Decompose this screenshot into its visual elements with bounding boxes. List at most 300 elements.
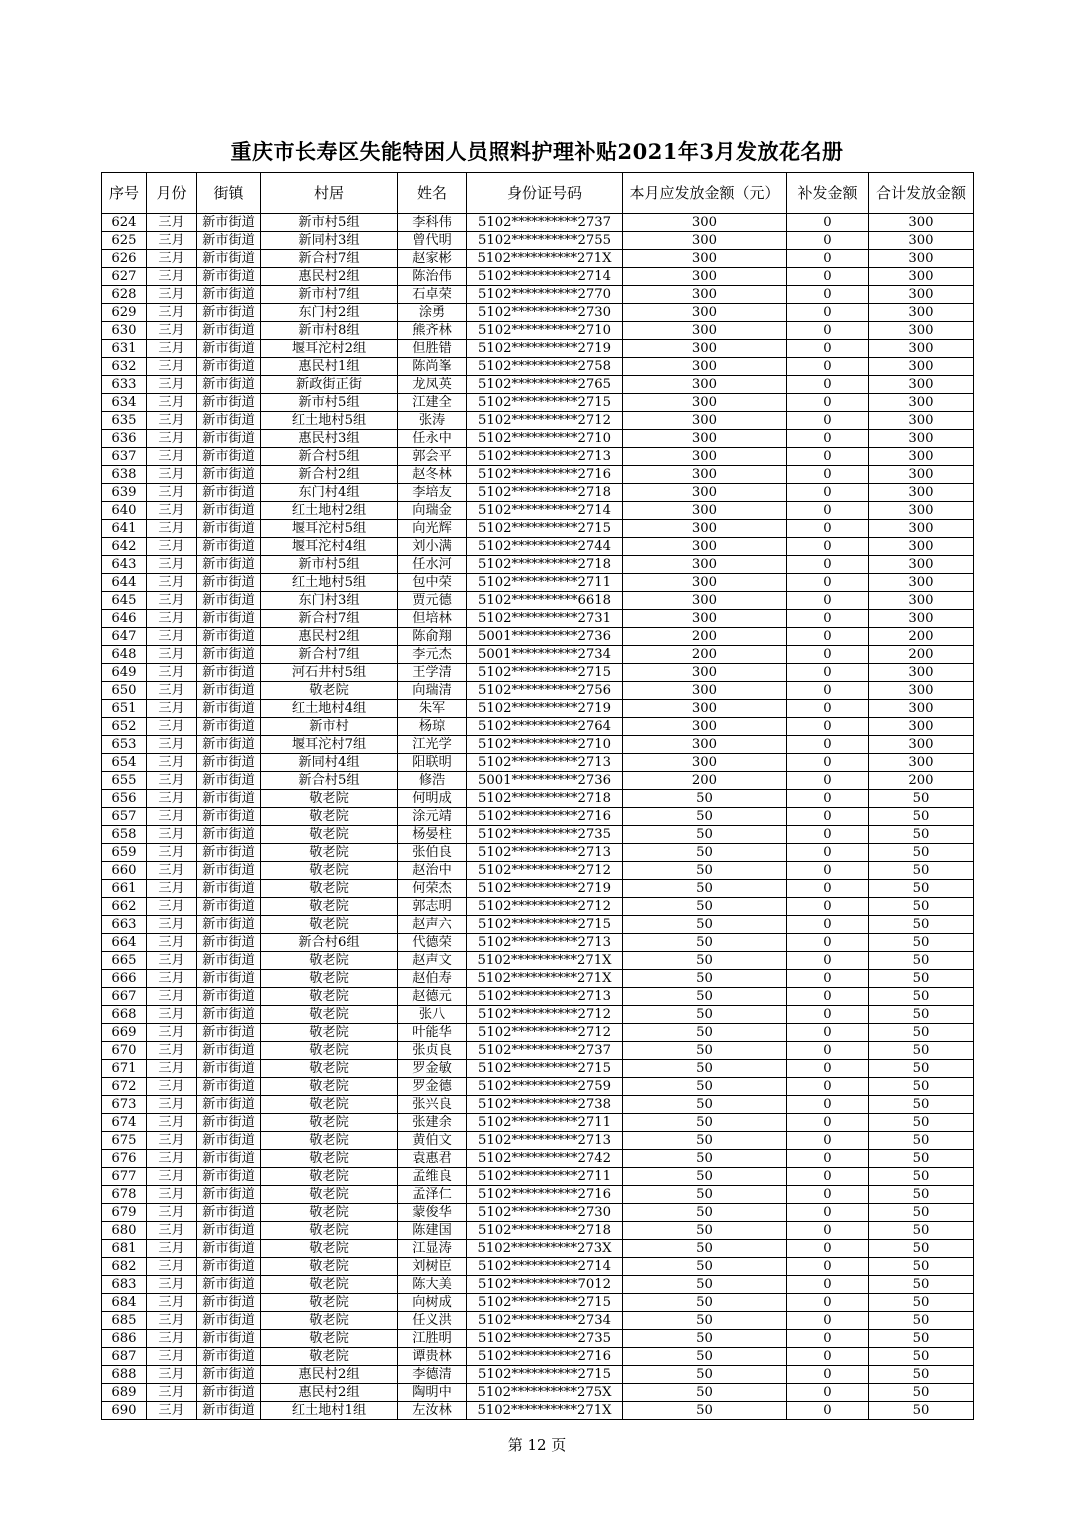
name-cell: 任水河 (398, 556, 467, 574)
name-cell: 龙凤英 (398, 376, 467, 394)
month-cell: 三月 (147, 628, 197, 646)
id-number-cell: 5102**********2716 (467, 1186, 623, 1204)
id-number-cell: 5102**********2712 (467, 862, 623, 880)
town-cell: 新市街道 (197, 1276, 261, 1294)
name-cell: 张兴良 (398, 1096, 467, 1114)
index-cell: 672 (102, 1078, 147, 1096)
monthly-amount-cell: 300 (623, 736, 787, 754)
name-cell: 赵治中 (398, 862, 467, 880)
month-cell: 三月 (147, 232, 197, 250)
id-number-cell: 5102**********2714 (467, 268, 623, 286)
name-cell: 赵德元 (398, 988, 467, 1006)
table-row (102, 1330, 974, 1348)
village-cell: 敬老院 (261, 1348, 398, 1366)
month-cell: 三月 (147, 898, 197, 916)
village-cell: 敬老院 (261, 916, 398, 934)
table-row (102, 790, 974, 808)
back-pay-cell: 0 (787, 556, 869, 574)
village-cell: 惠民村2组 (261, 1384, 398, 1402)
name-cell: 陈俞翔 (398, 628, 467, 646)
name-cell: 杨晏柱 (398, 826, 467, 844)
month-cell: 三月 (147, 394, 197, 412)
village-cell: 敬老院 (261, 1204, 398, 1222)
total-amount-cell: 300 (869, 610, 974, 628)
back-pay-cell: 0 (787, 232, 869, 250)
back-pay-cell: 0 (787, 394, 869, 412)
total-amount-cell: 300 (869, 322, 974, 340)
total-amount-cell: 50 (869, 952, 974, 970)
index-cell: 678 (102, 1186, 147, 1204)
total-amount-cell: 200 (869, 646, 974, 664)
name-cell: 石卓荣 (398, 286, 467, 304)
month-cell: 三月 (147, 772, 197, 790)
id-number-cell: 5102**********2718 (467, 484, 623, 502)
header-village: 村居 (261, 173, 398, 214)
village-cell: 敬老院 (261, 880, 398, 898)
village-cell: 红土地村5组 (261, 574, 398, 592)
month-cell: 三月 (147, 250, 197, 268)
total-amount-cell: 300 (869, 448, 974, 466)
name-cell: 但胜错 (398, 340, 467, 358)
table-row (102, 916, 974, 934)
table-row (102, 664, 974, 682)
back-pay-cell: 0 (787, 574, 869, 592)
id-number-cell: 5102**********2715 (467, 664, 623, 682)
table-row (102, 322, 974, 340)
monthly-amount-cell: 300 (623, 520, 787, 538)
id-number-cell: 5001**********2734 (467, 646, 623, 664)
index-cell: 645 (102, 592, 147, 610)
village-cell: 敬老院 (261, 1258, 398, 1276)
monthly-amount-cell: 300 (623, 232, 787, 250)
back-pay-cell: 0 (787, 1222, 869, 1240)
name-cell: 李德清 (398, 1366, 467, 1384)
index-cell: 688 (102, 1366, 147, 1384)
back-pay-cell: 0 (787, 1384, 869, 1402)
town-cell: 新市街道 (197, 340, 261, 358)
back-pay-cell: 0 (787, 808, 869, 826)
town-cell: 新市街道 (197, 1258, 261, 1276)
total-amount-cell: 50 (869, 1204, 974, 1222)
back-pay-cell: 0 (787, 772, 869, 790)
id-number-cell: 5102**********2715 (467, 394, 623, 412)
total-amount-cell: 50 (869, 1042, 974, 1060)
total-amount-cell: 50 (869, 826, 974, 844)
name-cell: 孟维良 (398, 1168, 467, 1186)
village-cell: 敬老院 (261, 1096, 398, 1114)
index-cell: 668 (102, 1006, 147, 1024)
town-cell: 新市街道 (197, 646, 261, 664)
name-cell: 黄伯文 (398, 1132, 467, 1150)
table-row (102, 736, 974, 754)
monthly-amount-cell: 50 (623, 1078, 787, 1096)
month-cell: 三月 (147, 412, 197, 430)
index-cell: 664 (102, 934, 147, 952)
id-number-cell: 5102**********2714 (467, 502, 623, 520)
id-number-cell: 5102**********2715 (467, 916, 623, 934)
index-cell: 637 (102, 448, 147, 466)
back-pay-cell: 0 (787, 1096, 869, 1114)
index-cell: 666 (102, 970, 147, 988)
index-cell: 675 (102, 1132, 147, 1150)
town-cell: 新市街道 (197, 538, 261, 556)
month-cell: 三月 (147, 664, 197, 682)
name-cell: 包中荣 (398, 574, 467, 592)
monthly-amount-cell: 300 (623, 700, 787, 718)
month-cell: 三月 (147, 646, 197, 664)
town-cell: 新市街道 (197, 1114, 261, 1132)
table-row (102, 844, 974, 862)
town-cell: 新市街道 (197, 322, 261, 340)
id-number-cell: 5102**********2715 (467, 1294, 623, 1312)
total-amount-cell: 50 (869, 1330, 974, 1348)
name-cell: 何荣杰 (398, 880, 467, 898)
id-number-cell: 5102**********2719 (467, 340, 623, 358)
town-cell: 新市街道 (197, 484, 261, 502)
index-cell: 650 (102, 682, 147, 700)
monthly-amount-cell: 200 (623, 628, 787, 646)
village-cell: 惠民村1组 (261, 358, 398, 376)
village-cell: 敬老院 (261, 844, 398, 862)
table-row (102, 898, 974, 916)
monthly-amount-cell: 300 (623, 376, 787, 394)
town-cell: 新市街道 (197, 862, 261, 880)
back-pay-cell: 0 (787, 790, 869, 808)
month-cell: 三月 (147, 538, 197, 556)
name-cell: 江光学 (398, 736, 467, 754)
table-row (102, 1276, 974, 1294)
index-cell: 630 (102, 322, 147, 340)
month-cell: 三月 (147, 844, 197, 862)
id-number-cell: 5102**********273X (467, 1240, 623, 1258)
monthly-amount-cell: 50 (623, 1294, 787, 1312)
monthly-amount-cell: 300 (623, 610, 787, 628)
index-cell: 651 (102, 700, 147, 718)
name-cell: 刘小满 (398, 538, 467, 556)
village-cell: 敬老院 (261, 1312, 398, 1330)
village-cell: 敬老院 (261, 1186, 398, 1204)
total-amount-cell: 300 (869, 520, 974, 538)
month-cell: 三月 (147, 340, 197, 358)
month-cell: 三月 (147, 1258, 197, 1276)
town-cell: 新市街道 (197, 664, 261, 682)
total-amount-cell: 50 (869, 1366, 974, 1384)
index-cell: 628 (102, 286, 147, 304)
total-amount-cell: 300 (869, 682, 974, 700)
monthly-amount-cell: 300 (623, 322, 787, 340)
id-number-cell: 5102**********271X (467, 970, 623, 988)
index-cell: 680 (102, 1222, 147, 1240)
table-row (102, 430, 974, 448)
table-row (102, 952, 974, 970)
id-number-cell: 5102**********2758 (467, 358, 623, 376)
town-cell: 新市街道 (197, 916, 261, 934)
back-pay-cell: 0 (787, 412, 869, 430)
back-pay-cell: 0 (787, 268, 869, 286)
index-cell: 667 (102, 988, 147, 1006)
total-amount-cell: 50 (869, 1114, 974, 1132)
town-cell: 新市街道 (197, 1294, 261, 1312)
id-number-cell: 5102**********2712 (467, 1006, 623, 1024)
month-cell: 三月 (147, 862, 197, 880)
index-cell: 682 (102, 1258, 147, 1276)
table-row (102, 754, 974, 772)
name-cell: 郭会平 (398, 448, 467, 466)
table-header-row (102, 173, 974, 214)
table-row (102, 628, 974, 646)
table-row (102, 412, 974, 430)
total-amount-cell: 300 (869, 502, 974, 520)
id-number-cell: 5102**********2714 (467, 1258, 623, 1276)
id-number-cell: 5102**********2710 (467, 736, 623, 754)
month-cell: 三月 (147, 1114, 197, 1132)
monthly-amount-cell: 300 (623, 574, 787, 592)
back-pay-cell: 0 (787, 700, 869, 718)
index-cell: 647 (102, 628, 147, 646)
back-pay-cell: 0 (787, 250, 869, 268)
id-number-cell: 5102**********2764 (467, 718, 623, 736)
month-cell: 三月 (147, 916, 197, 934)
total-amount-cell: 50 (869, 1078, 974, 1096)
monthly-amount-cell: 50 (623, 1096, 787, 1114)
month-cell: 三月 (147, 1186, 197, 1204)
monthly-amount-cell: 50 (623, 1204, 787, 1222)
monthly-amount-cell: 300 (623, 268, 787, 286)
village-cell: 新合村5组 (261, 448, 398, 466)
roster-table (101, 172, 974, 1420)
index-cell: 689 (102, 1384, 147, 1402)
village-cell: 新合村2组 (261, 466, 398, 484)
town-cell: 新市街道 (197, 1222, 261, 1240)
town-cell: 新市街道 (197, 1330, 261, 1348)
town-cell: 新市街道 (197, 1204, 261, 1222)
month-cell: 三月 (147, 1150, 197, 1168)
table-row (102, 358, 974, 376)
total-amount-cell: 50 (869, 1132, 974, 1150)
village-cell: 新合村5组 (261, 772, 398, 790)
month-cell: 三月 (147, 790, 197, 808)
table-row (102, 286, 974, 304)
table-row (102, 1294, 974, 1312)
back-pay-cell: 0 (787, 754, 869, 772)
name-cell: 江胜明 (398, 1330, 467, 1348)
month-cell: 三月 (147, 988, 197, 1006)
month-cell: 三月 (147, 304, 197, 322)
table-row (102, 646, 974, 664)
id-number-cell: 5102**********2710 (467, 322, 623, 340)
total-amount-cell: 50 (869, 1258, 974, 1276)
total-amount-cell: 50 (869, 1312, 974, 1330)
id-number-cell: 5102**********2715 (467, 520, 623, 538)
header-back-pay: 补发金额 (787, 173, 869, 214)
table-row (102, 934, 974, 952)
table-row (102, 448, 974, 466)
town-cell: 新市街道 (197, 1402, 261, 1420)
town-cell: 新市街道 (197, 1006, 261, 1024)
village-cell: 敬老院 (261, 988, 398, 1006)
total-amount-cell: 50 (869, 1384, 974, 1402)
town-cell: 新市街道 (197, 592, 261, 610)
id-number-cell: 5102**********2756 (467, 682, 623, 700)
id-number-cell: 5102**********2713 (467, 448, 623, 466)
total-amount-cell: 50 (869, 790, 974, 808)
name-cell: 熊齐林 (398, 322, 467, 340)
village-cell: 敬老院 (261, 808, 398, 826)
village-cell: 敬老院 (261, 898, 398, 916)
total-amount-cell: 50 (869, 1294, 974, 1312)
id-number-cell: 5102**********2759 (467, 1078, 623, 1096)
month-cell: 三月 (147, 1024, 197, 1042)
back-pay-cell: 0 (787, 502, 869, 520)
index-cell: 658 (102, 826, 147, 844)
name-cell: 陈尚峯 (398, 358, 467, 376)
monthly-amount-cell: 300 (623, 484, 787, 502)
name-cell: 曾代明 (398, 232, 467, 250)
town-cell: 新市街道 (197, 466, 261, 484)
table-row (102, 772, 974, 790)
town-cell: 新市街道 (197, 772, 261, 790)
table-row (102, 1204, 974, 1222)
total-amount-cell: 50 (869, 808, 974, 826)
id-number-cell: 5102**********2713 (467, 934, 623, 952)
town-cell: 新市街道 (197, 286, 261, 304)
index-cell: 629 (102, 304, 147, 322)
table-row (102, 214, 974, 232)
id-number-cell: 5102**********271X (467, 1402, 623, 1420)
total-amount-cell: 300 (869, 466, 974, 484)
village-cell: 堰耳沱村4组 (261, 538, 398, 556)
town-cell: 新市街道 (197, 430, 261, 448)
monthly-amount-cell: 300 (623, 286, 787, 304)
month-cell: 三月 (147, 1366, 197, 1384)
monthly-amount-cell: 50 (623, 1042, 787, 1060)
table-row (102, 1186, 974, 1204)
back-pay-cell: 0 (787, 430, 869, 448)
village-cell: 东门村4组 (261, 484, 398, 502)
name-cell: 左汝林 (398, 1402, 467, 1420)
month-cell: 三月 (147, 682, 197, 700)
id-number-cell: 5102**********2713 (467, 754, 623, 772)
town-cell: 新市街道 (197, 1240, 261, 1258)
monthly-amount-cell: 50 (623, 898, 787, 916)
index-cell: 656 (102, 790, 147, 808)
table-row (102, 268, 974, 286)
monthly-amount-cell: 50 (623, 790, 787, 808)
table-row (102, 502, 974, 520)
name-cell: 张八 (398, 1006, 467, 1024)
total-amount-cell: 300 (869, 538, 974, 556)
back-pay-cell: 0 (787, 1150, 869, 1168)
monthly-amount-cell: 300 (623, 430, 787, 448)
town-cell: 新市街道 (197, 682, 261, 700)
monthly-amount-cell: 300 (623, 304, 787, 322)
month-cell: 三月 (147, 1204, 197, 1222)
table-row (102, 880, 974, 898)
total-amount-cell: 50 (869, 1240, 974, 1258)
index-cell: 649 (102, 664, 147, 682)
monthly-amount-cell: 200 (623, 646, 787, 664)
total-amount-cell: 50 (869, 970, 974, 988)
monthly-amount-cell: 50 (623, 1132, 787, 1150)
id-number-cell: 5102**********2710 (467, 430, 623, 448)
monthly-amount-cell: 300 (623, 502, 787, 520)
village-cell: 红土地村4组 (261, 700, 398, 718)
village-cell: 敬老院 (261, 952, 398, 970)
total-amount-cell: 300 (869, 484, 974, 502)
town-cell: 新市街道 (197, 754, 261, 772)
town-cell: 新市街道 (197, 898, 261, 916)
month-cell: 三月 (147, 1078, 197, 1096)
month-cell: 三月 (147, 1042, 197, 1060)
total-amount-cell: 50 (869, 1168, 974, 1186)
table-row (102, 1240, 974, 1258)
total-amount-cell: 50 (869, 1150, 974, 1168)
name-cell: 赵冬林 (398, 466, 467, 484)
town-cell: 新市街道 (197, 304, 261, 322)
back-pay-cell: 0 (787, 826, 869, 844)
name-cell: 罗金敏 (398, 1060, 467, 1078)
village-cell: 新同村3组 (261, 232, 398, 250)
month-cell: 三月 (147, 376, 197, 394)
village-cell: 新合村7组 (261, 250, 398, 268)
id-number-cell: 5102**********6618 (467, 592, 623, 610)
town-cell: 新市街道 (197, 844, 261, 862)
village-cell: 新市村 (261, 718, 398, 736)
index-cell: 685 (102, 1312, 147, 1330)
month-cell: 三月 (147, 1168, 197, 1186)
id-number-cell: 5102**********2712 (467, 1024, 623, 1042)
monthly-amount-cell: 50 (623, 1258, 787, 1276)
total-amount-cell: 300 (869, 232, 974, 250)
index-cell: 690 (102, 1402, 147, 1420)
total-amount-cell: 50 (869, 1006, 974, 1024)
total-amount-cell: 50 (869, 862, 974, 880)
month-cell: 三月 (147, 430, 197, 448)
monthly-amount-cell: 50 (623, 1168, 787, 1186)
back-pay-cell: 0 (787, 304, 869, 322)
table-row (102, 304, 974, 322)
monthly-amount-cell: 50 (623, 1060, 787, 1078)
village-cell: 河石井村5组 (261, 664, 398, 682)
id-number-cell: 5102**********2755 (467, 232, 623, 250)
name-cell: 江显涛 (398, 1240, 467, 1258)
index-cell: 670 (102, 1042, 147, 1060)
total-amount-cell: 50 (869, 1348, 974, 1366)
month-cell: 三月 (147, 736, 197, 754)
month-cell: 三月 (147, 556, 197, 574)
index-cell: 624 (102, 214, 147, 232)
town-cell: 新市街道 (197, 952, 261, 970)
month-cell: 三月 (147, 1060, 197, 1078)
index-cell: 671 (102, 1060, 147, 1078)
table-row (102, 1024, 974, 1042)
month-cell: 三月 (147, 214, 197, 232)
town-cell: 新市街道 (197, 934, 261, 952)
monthly-amount-cell: 50 (623, 1402, 787, 1420)
total-amount-cell: 300 (869, 754, 974, 772)
back-pay-cell: 0 (787, 1402, 869, 1420)
index-cell: 632 (102, 358, 147, 376)
name-cell: 贾元德 (398, 592, 467, 610)
town-cell: 新市街道 (197, 700, 261, 718)
id-number-cell: 5102**********2718 (467, 556, 623, 574)
town-cell: 新市街道 (197, 376, 261, 394)
back-pay-cell: 0 (787, 1042, 869, 1060)
town-cell: 新市街道 (197, 502, 261, 520)
back-pay-cell: 0 (787, 322, 869, 340)
back-pay-cell: 0 (787, 628, 869, 646)
village-cell: 敬老院 (261, 1114, 398, 1132)
